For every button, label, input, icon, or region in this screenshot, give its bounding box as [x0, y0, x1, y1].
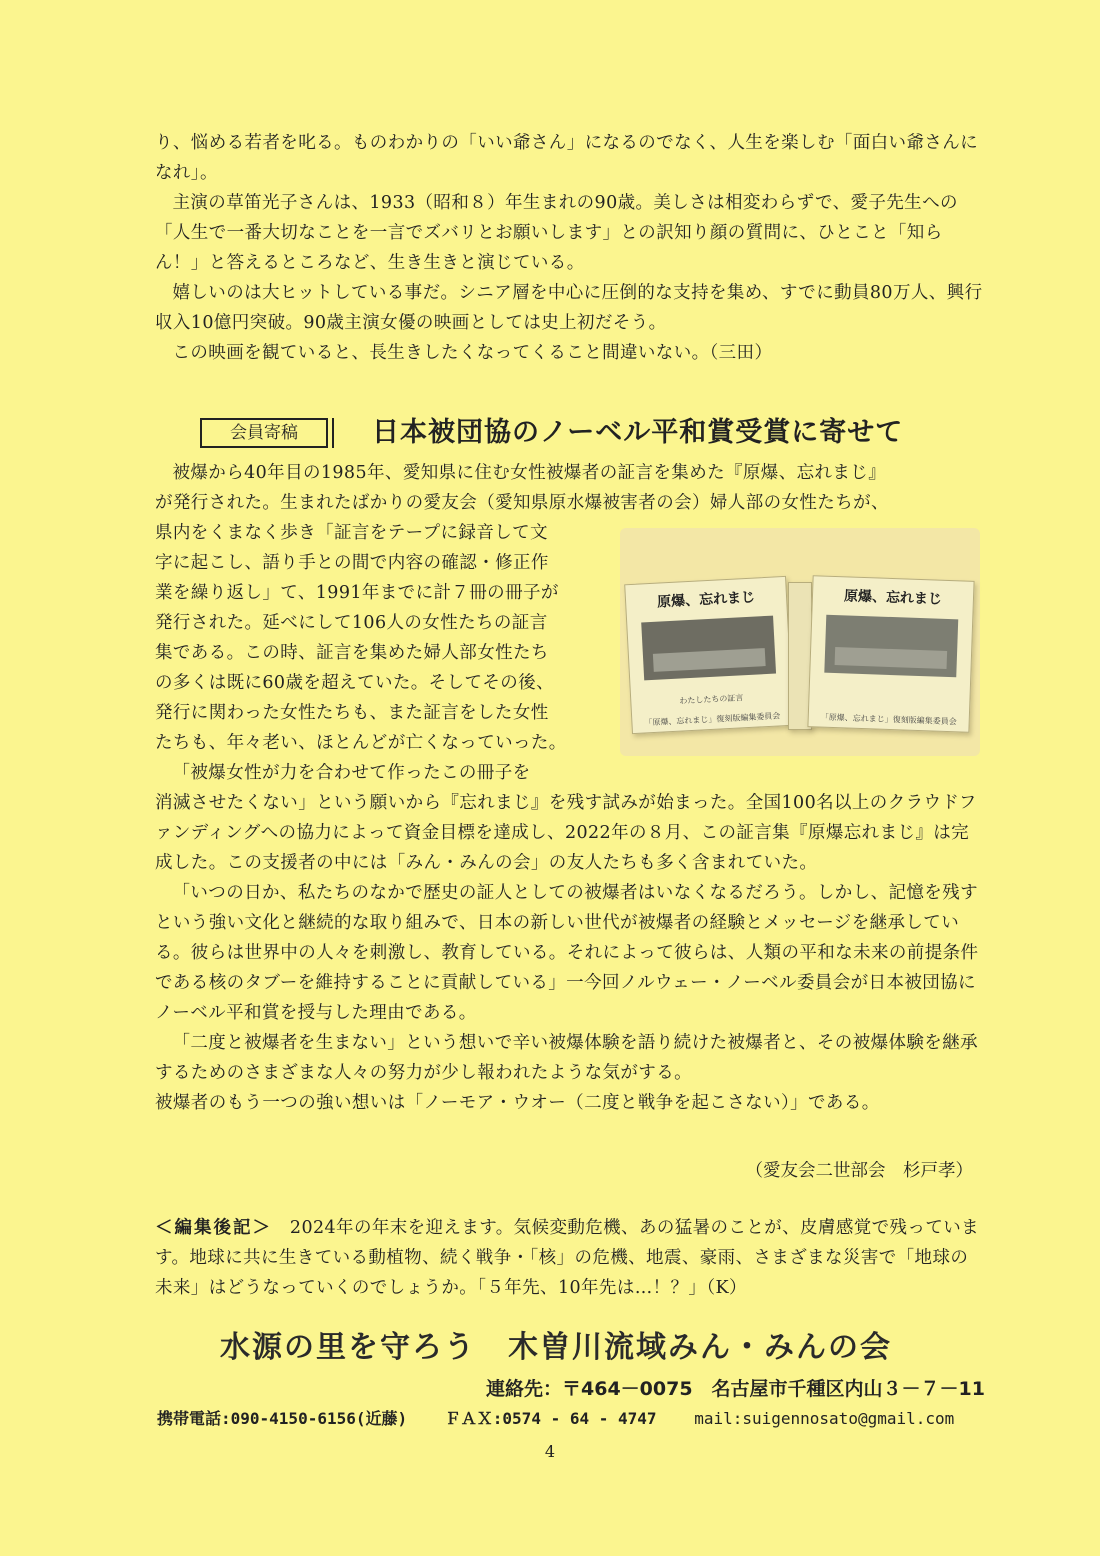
intro-paragraph: この映画を観ていると、長生きしたくなってくること間違いない。（三田）	[172, 343, 773, 363]
intro-section	[155, 128, 985, 368]
article-wrapped-line: 県内をくまなく歩き「証言をテープに録音して文	[155, 523, 548, 543]
article-wrapped-line: 発行された。延べにして106人の女性たちの証言	[155, 613, 548, 633]
books-photo	[620, 528, 980, 756]
editor-note-text: 2024年の年末を迎えます。気候変動危機、あの猛暑のことが、皮膚感覚で残っています。地球に共に生きている動植物、続く戦争・「核」の危機、地震、豪雨、さまざまな災害で「地球の未来」はどうなっていくのでしょうか。「５年先、10年先は…！？」（K）	[155, 1218, 980, 1298]
intro-paragraph: 主演の草笛光子さんは、1933（昭和８）年生まれの90歳。美しさは相変わらずで、愛子先生への「人生で一番大切なことを一言でズバリとお願いします」との訳知り顔の質問に、ひとこと「知らん！」と答えるところなど、生き生きと演じている。	[155, 193, 958, 273]
editor-note-label: ＜編集後記＞	[155, 1218, 272, 1238]
editor-note	[155, 1213, 985, 1303]
book-cover-photo	[824, 615, 958, 678]
article-wrapped-line: たちも、年々老い、ほとんどが亡くなっていった。	[155, 733, 567, 753]
article-wrapped-line: 業を繰り返し」て、1991年までに計７冊の冊子が	[155, 583, 559, 603]
article-lead-line: 被爆から40年目の1985年、愛知県に住む女性被爆者の証言を集めた『原爆、忘れまじ』	[172, 463, 887, 483]
book-cover-photo	[641, 616, 776, 681]
article-paragraph: 「いつの日か、私たちのなかで歴史の証人としての被爆者はいなくなるだろう。しかし、記憶を残すという強い文化と継続的な取り組みで、日本の新しい世代が被爆者の経験とメッセージを継承している。彼らは世界中の人々を刺激し、教育している。それによって彼らは、人類の平和な未来の前提条件である核のタブーを維持することに貢献している」一今回ノルウェー・ノーベル委員会が日本被団協にノーベル平和賞を授与した理由である。	[155, 883, 979, 1023]
book-title: 原爆、忘れまじ	[656, 589, 756, 611]
page-number: 4	[544, 1442, 556, 1461]
article-header	[200, 414, 960, 454]
article-wrapped-line: 発行に関わった女性たちも、また証言をした女性	[155, 703, 549, 723]
email-address: mail:suigennosato@gmail.com	[694, 1409, 955, 1428]
book-cover-right	[807, 575, 974, 733]
article-paragraph: 消滅させたくない」という願いから『忘れまじ』を残す試みが始まった。全国100名以上のクラウドファンディングへの協力によって資金目標を達成し、2022年の８月、この証言集『原爆忘れまじ』は完成した。この支援者の中には「みん・みんの会」の友人たちも多く含まれていた。	[155, 793, 977, 873]
article-signature: （愛友会二世部会 杉戸孝）	[745, 1161, 973, 1181]
book-publisher: 「原爆、忘れまじ」復刻版編集委員会	[820, 712, 957, 727]
book-title: 原爆、忘れまじ	[843, 588, 943, 608]
contact-address: 連絡先：〒464－0075 名古屋市千種区内山３－７－11	[486, 1378, 985, 1400]
article-headline: 日本被団協のノーベル平和賞受賞に寄せて	[372, 417, 904, 448]
intro-paragraph: 嬉しいのは大ヒットしている事だ。シニア層を中心に圧倒的な支持を集め、すでに動員80万人、興行収入10億円突破。90歳主演女優の映画としては史上初だそう。	[155, 283, 983, 333]
organization-name: 水源の里を守ろう 木曽川流域みん・みんの会	[220, 1330, 892, 1365]
article-paragraph: 被爆者のもう一つの強い想いは「ノーモア・ウオー（二度と戦争を起こさない）」である。	[155, 1093, 880, 1113]
article-wrapped-line: 集である。この時、証言を集めた婦人部女性たち	[155, 643, 549, 663]
tag-divider	[332, 418, 334, 448]
fax-number: ＦＡＸ:0574 - 64 - 4747	[444, 1409, 657, 1428]
article-lead-line: が発行された。生まれたばかりの愛友会（愛知県原水爆被害者の会）婦人部の女性たちが、	[155, 493, 889, 513]
article-wrapped-line: 字に起こし、語り手との間で内容の確認・修正作	[155, 553, 549, 573]
article-wrapped-line: 「被爆女性が力を合わせて作ったこの冊子を	[172, 763, 531, 783]
contact-details	[157, 1406, 954, 1429]
book-cover-left	[624, 576, 794, 734]
article-wrapped-line: の多くは既に60歳を超えていた。そしてその後、	[155, 673, 554, 693]
book-caption: わたしたちの証言	[679, 693, 744, 706]
article-paragraph: 「二度と被爆者を生まない」という想いで辛い被爆体験を語り続けた被爆者と、その被爆体験を継承するためのさまざまな人々の努力が少し報われたような気がする。	[155, 1033, 978, 1083]
book-publisher: 「原爆、忘れまじ」復刻版編集委員会	[644, 711, 781, 728]
phone-number: 携帯電話:090-4150-6156(近藤)	[157, 1409, 408, 1428]
contribution-tag: 会員寄稿	[200, 418, 328, 448]
intro-paragraph: り、悩める若者を叱る。ものわかりの「いい爺さん」になるのでなく、人生を楽しむ「面白い爺さんになれ」。	[155, 133, 979, 183]
